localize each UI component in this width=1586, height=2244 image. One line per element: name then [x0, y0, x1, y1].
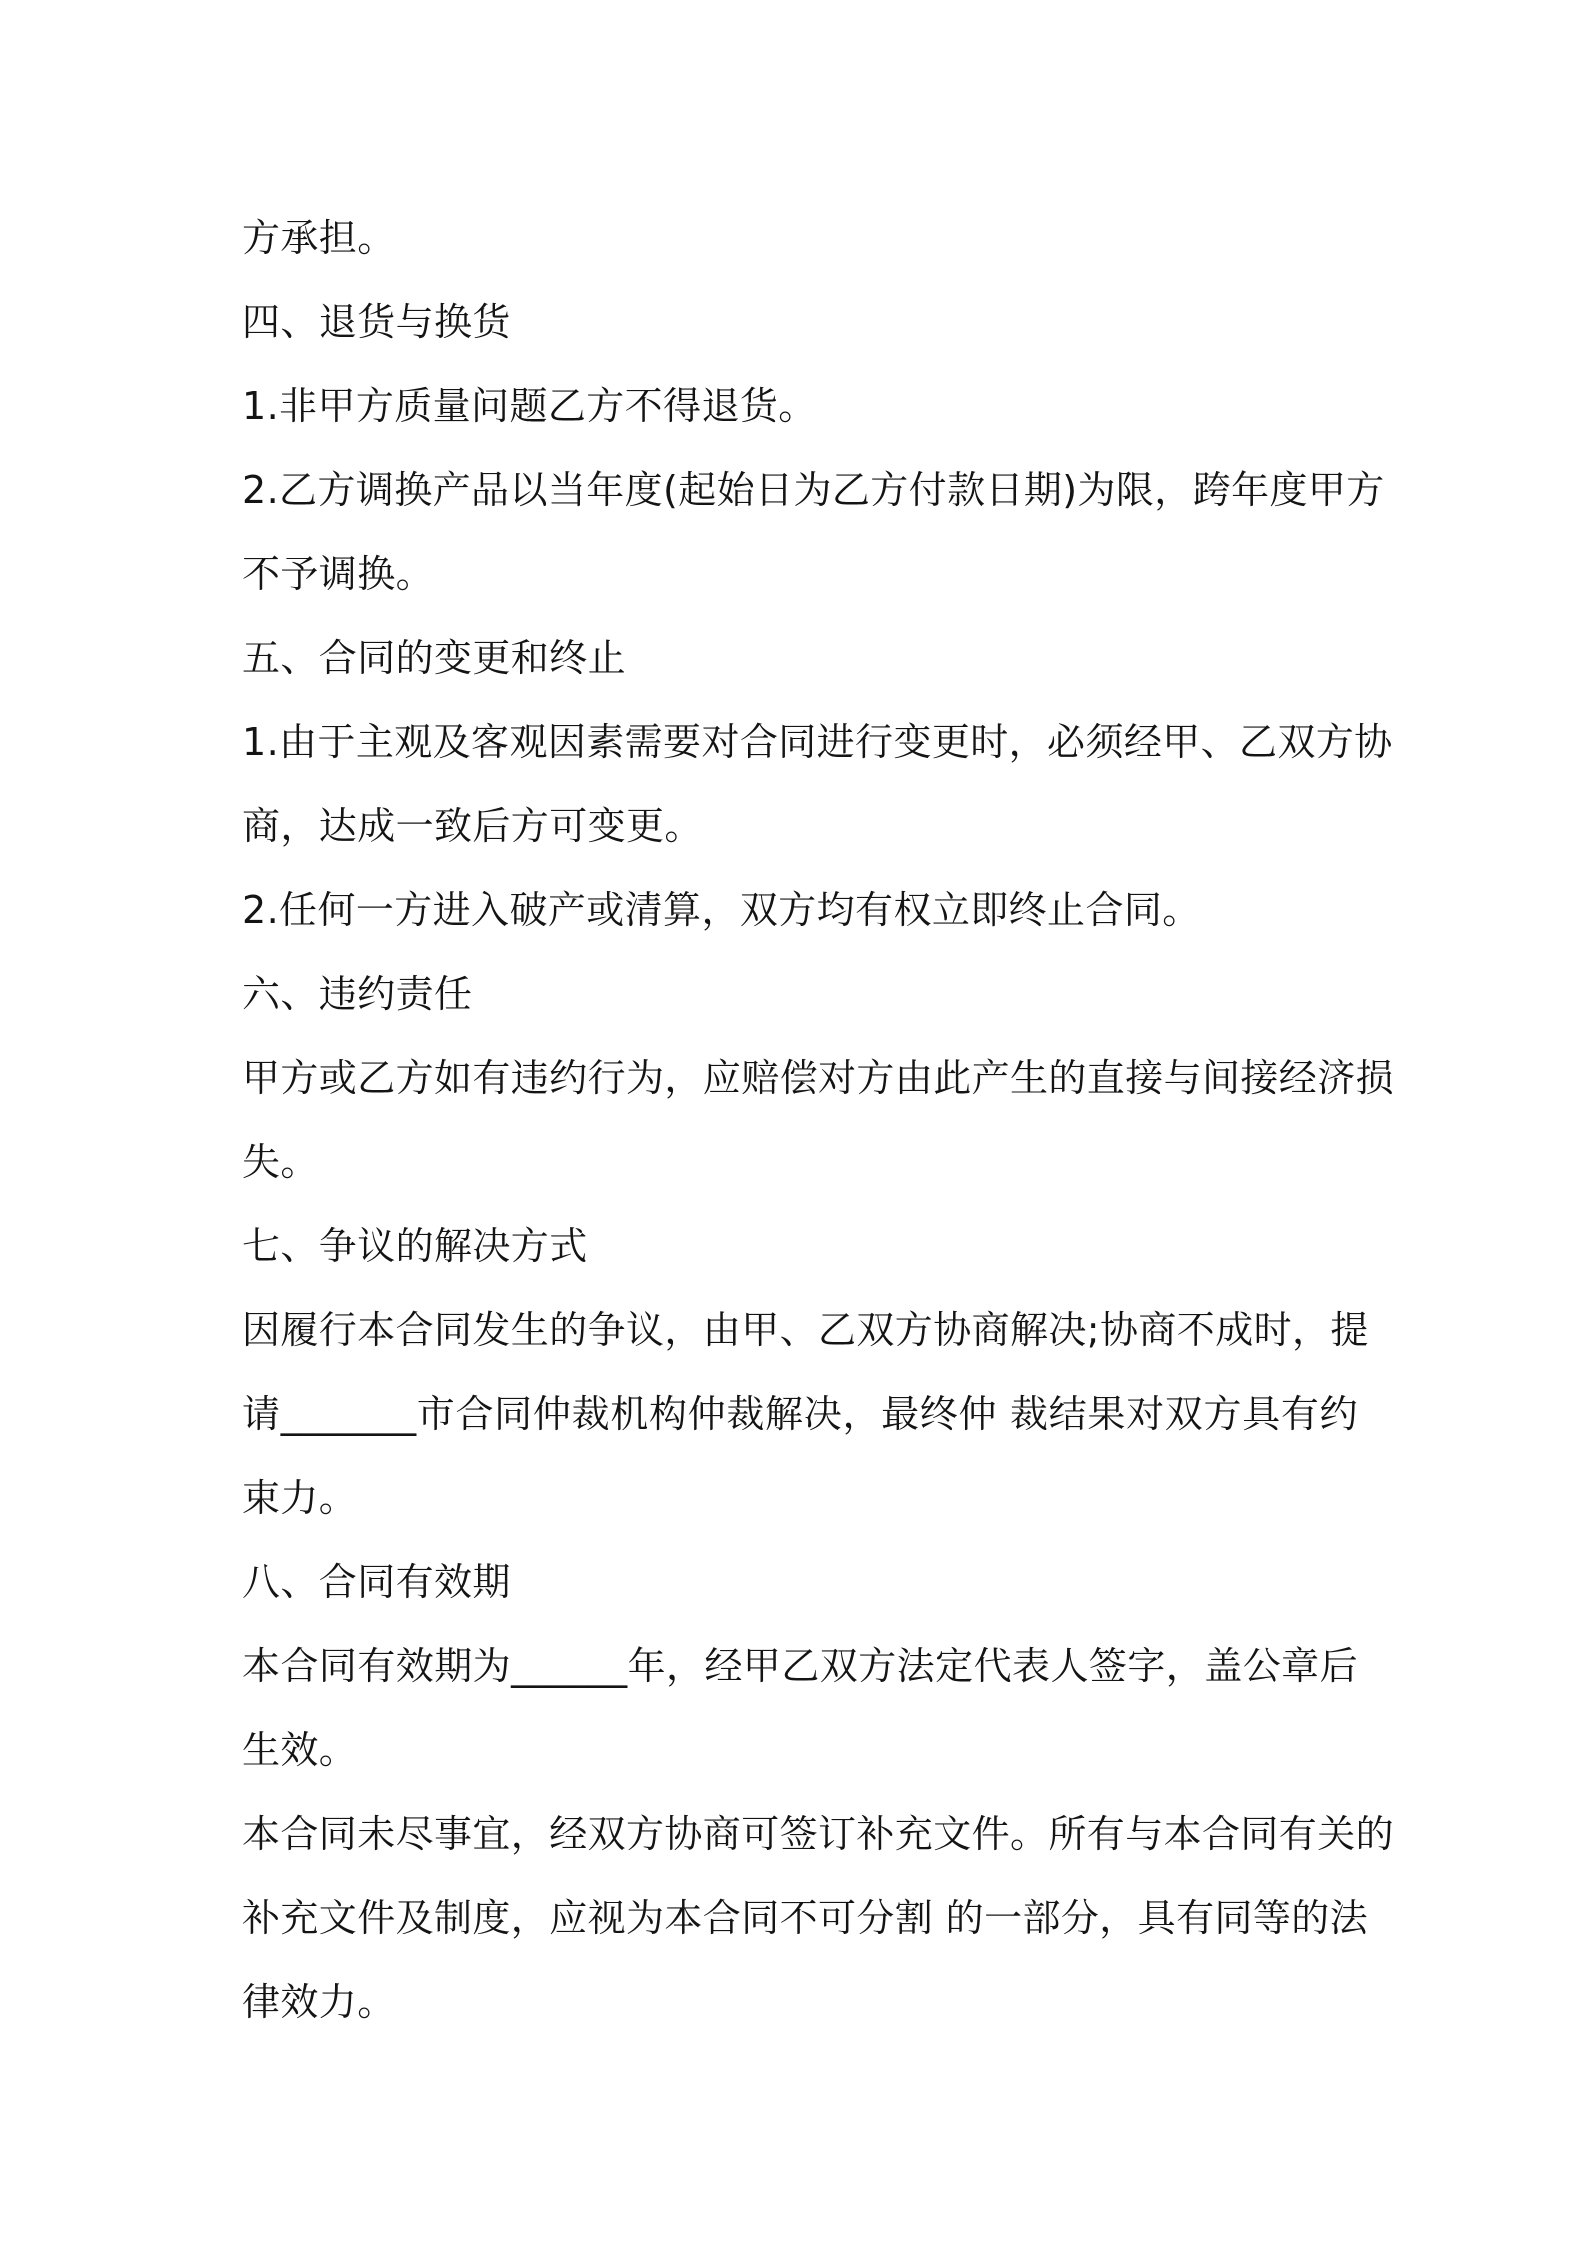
text-line: 七、争议的解决方式: [242, 1224, 588, 1268]
text-line: 商，达成一致后方可变更。: [242, 804, 703, 848]
text-line: 1.由于主观及客观因素需要对合同进行变更时，必须经甲、乙双方协: [242, 720, 1393, 764]
text-line: 生效。: [242, 1728, 358, 1772]
contract-text-body: [242, 196, 1395, 2044]
text-line: 五、合同的变更和终止: [242, 636, 627, 680]
text-line: 四、退货与换货: [242, 300, 511, 344]
text-line: 2.乙方调换产品以当年度(起始日为乙方付款日期)为限，跨年度甲方: [242, 468, 1385, 512]
text-line: 本合同未尽事宜，经双方协商可签订补充文件。所有与本合同有关的: [242, 1812, 1395, 1856]
text-line: 方承担。: [242, 216, 396, 260]
contract-page: [242, 196, 1395, 2044]
text-line: 八、合同有效期: [242, 1560, 511, 1604]
text-line: 不予调换。: [242, 552, 435, 596]
text-line: 2.任何一方进入破产或清算，双方均有权立即终止合同。: [242, 888, 1201, 932]
text-line: 失。: [242, 1140, 319, 1184]
text-line: 六、违约责任: [242, 972, 473, 1016]
text-line: 补充文件及制度，应视为本合同不可分割 的一部分，具有同等的法: [242, 1896, 1369, 1940]
text-line: 请_______市合同仲裁机构仲裁解决，最终仲 裁结果对双方具有约: [242, 1392, 1358, 1436]
text-line: 律效力。: [242, 1980, 396, 2024]
text-line: 甲方或乙方如有违约行为，应赔偿对方由此产生的直接与间接经济损: [242, 1056, 1395, 1100]
text-line: 本合同有效期为______年，经甲乙双方法定代表人签字，盖公章后: [242, 1644, 1358, 1688]
text-line: 束力。: [242, 1476, 358, 1520]
text-line: 1.非甲方质量问题乙方不得退货。: [242, 384, 817, 428]
text-line: 因履行本合同发生的争议，由甲、乙双方协商解决;协商不成时，提: [242, 1308, 1369, 1352]
